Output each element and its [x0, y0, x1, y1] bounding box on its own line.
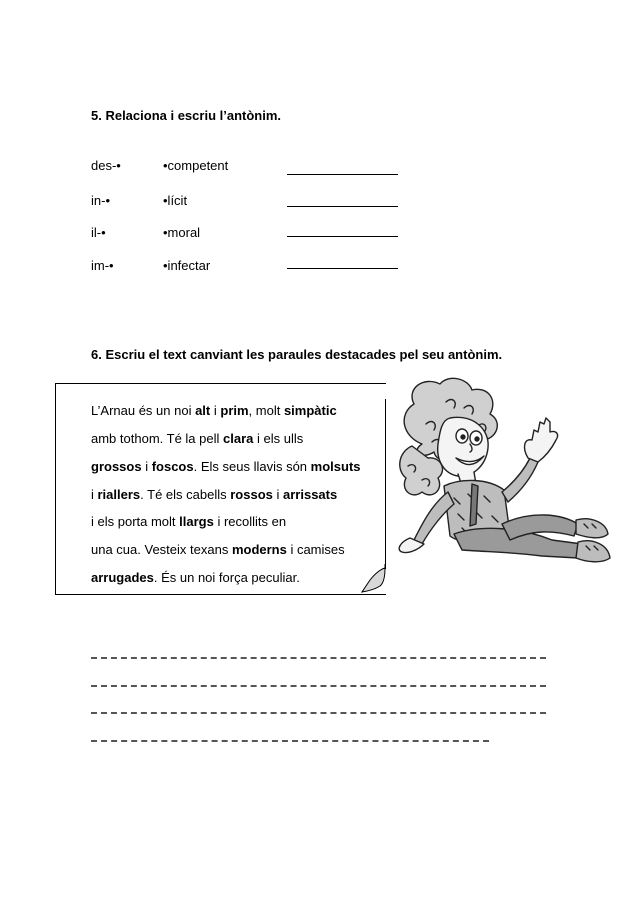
writing-line-4[interactable] [91, 740, 489, 742]
text-segment: i [141, 459, 152, 474]
highlighted-word: arrugades [91, 570, 154, 585]
word-competent: •competent [163, 158, 229, 173]
highlighted-word: moderns [231, 542, 287, 557]
prefix-il: il-• [91, 225, 106, 240]
paragraph-line [91, 487, 337, 502]
answer-blank-3[interactable] [287, 236, 398, 237]
writing-line-2[interactable] [91, 685, 546, 687]
text-segment: una cua. Vesteix texans [91, 542, 232, 557]
exercise-6-title: 6. Escriu el text canviant les paraules destacades pel seu antònim. [91, 347, 503, 362]
highlighted-word: prim [220, 403, 249, 418]
highlighted-word: rossos [230, 487, 273, 502]
highlighted-word: simpàtic [283, 403, 337, 418]
writing-line-3[interactable] [91, 712, 546, 714]
paragraph-line [91, 542, 345, 557]
word-moral: •moral [163, 225, 201, 240]
text-segment: , molt [248, 403, 284, 418]
text-segment: i [272, 487, 284, 502]
writing-line-1[interactable] [91, 657, 546, 659]
page-curl-icon [360, 562, 390, 596]
answer-blank-2[interactable] [287, 206, 398, 207]
prefix-im: im-• [91, 258, 114, 273]
highlighted-word: alt [195, 403, 211, 418]
highlighted-word: arrissats [283, 487, 338, 502]
text-segment: i els ulls [253, 431, 304, 446]
highlighted-word: clara [223, 431, 254, 446]
paragraph-line [91, 570, 300, 585]
highlighted-word: foscos [151, 459, 194, 474]
text-box-right-edge [385, 399, 386, 569]
highlighted-word: riallers [97, 487, 141, 502]
text-segment: i recollits en [213, 514, 287, 529]
prefix-in: in-• [91, 193, 110, 208]
text-segment: amb tothom. Té la pell [91, 431, 223, 446]
text-segment: i els porta molt [91, 514, 180, 529]
paragraph-line [91, 431, 303, 446]
text-segment: . És un noi força peculiar. [153, 570, 300, 585]
text-segment: L’Arnau és un noi [91, 403, 196, 418]
text-segment: i camises [286, 542, 345, 557]
answer-blank-1[interactable] [287, 174, 398, 175]
paragraph-line [91, 403, 337, 418]
cartoon-boy-sitting-icon [392, 374, 614, 586]
word-infectar: •infectar [163, 258, 211, 273]
highlighted-word: llargs [179, 514, 214, 529]
text-segment: i [91, 487, 98, 502]
highlighted-word: grossos [91, 459, 142, 474]
text-segment: . Els seus llavis són [193, 459, 311, 474]
word-licit: •lícit [163, 193, 188, 208]
paragraph-line [91, 459, 361, 474]
exercise-5-title: 5. Relaciona i escriu l’antònim. [91, 108, 282, 123]
text-segment: . Té els cabells [140, 487, 231, 502]
answer-blank-4[interactable] [287, 268, 398, 269]
paragraph-line [91, 514, 286, 529]
highlighted-word: molsuts [310, 459, 361, 474]
text-segment: i [210, 403, 221, 418]
prefix-des: des-• [91, 158, 121, 173]
